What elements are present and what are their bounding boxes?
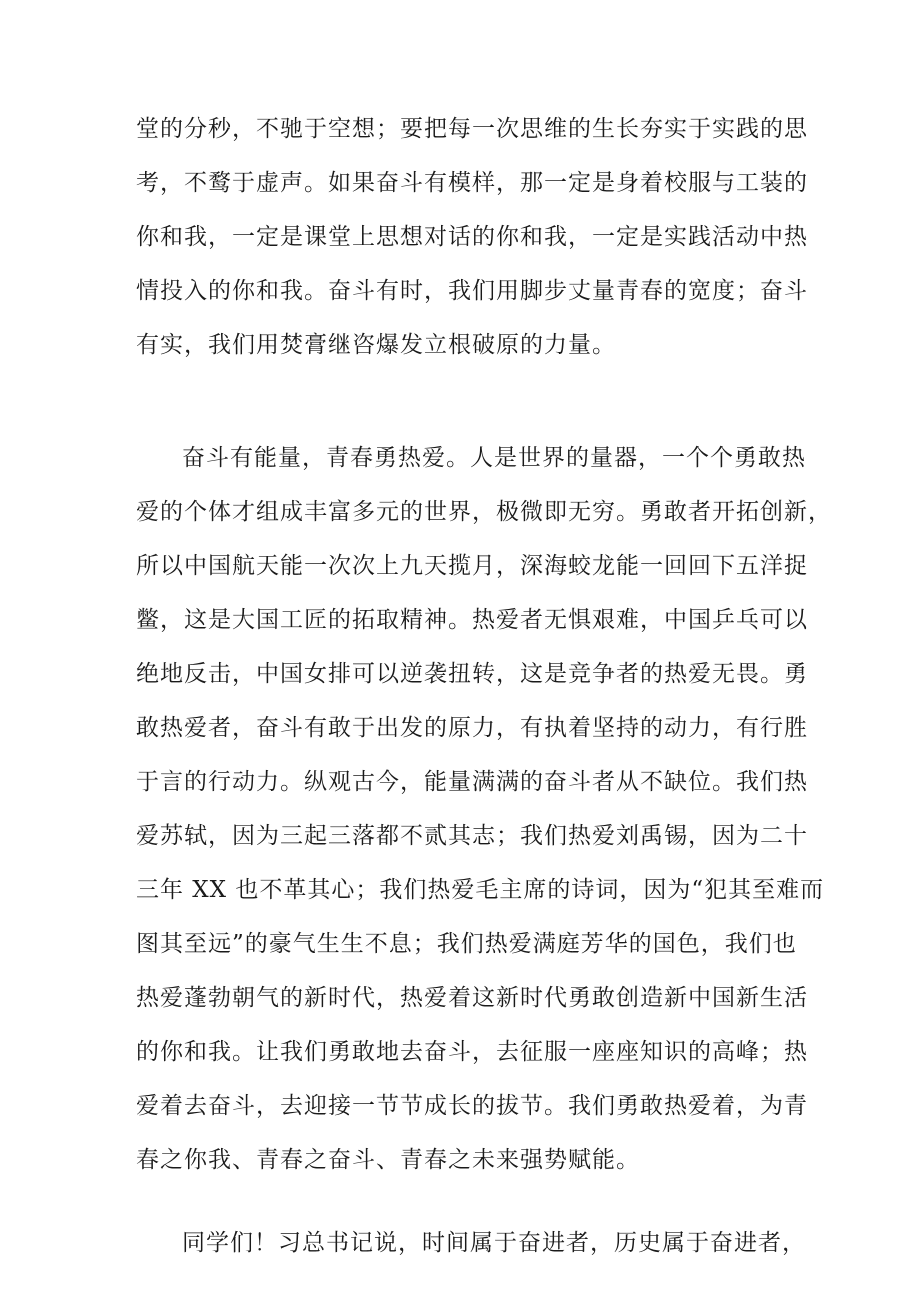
- paragraph-1-line-4: 情投入的你和我。奋斗有时，我们用脚步丈量青春的宽度；奋斗: [136, 278, 808, 304]
- paragraph-2-line-6: 敢热爱者，奋斗有敢于出发的原力，有执着坚持的动力，有行胜: [136, 715, 808, 741]
- paragraph-2-line-8: 爱苏轼，因为三起三落都不贰其志；我们热爱刘禹锡，因为二十: [136, 823, 808, 849]
- paragraph-3-line-1: 同学们！习总书记说，时间属于奋进者，历史属于奋进者，: [182, 1230, 806, 1256]
- paragraph-1-line-3: 你和我，一定是课堂上思想对话的你和我，一定是实践活动中热: [136, 224, 808, 250]
- paragraph-2-line-11: 热爱蓬勃朝气的新时代，热爱着这新时代勇敢创造新中国新生活: [136, 985, 808, 1011]
- paragraph-2-line-13: 爱着去奋斗，去迎接一节节成长的拔节。我们勇敢热爱着，为青: [136, 1093, 808, 1119]
- paragraph-2-line-2: 爱的个体才组成丰富多元的世界，极微即无穷。勇敢者开拓创新，: [136, 499, 832, 525]
- paragraph-1-line-2: 考，不鹜于虚声。如果奋斗有模样，那一定是身着校服与工装的: [136, 170, 808, 196]
- paragraph-2-line-9: 三年 XX 也不革其心；我们热爱毛主席的诗词，因为“犯其至难而: [136, 877, 825, 903]
- paragraph-2-line-4: 鳖，这是大国工匠的拓取精神。热爱者无惧艰难，中国乒乓可以: [136, 607, 808, 633]
- paragraph-1-line-5: 有实，我们用焚膏继咨爆发立根破原的力量。: [136, 332, 616, 358]
- paragraph-2-line-3: 所以中国航天能一次次上九天揽月，深海蛟龙能一回回下五洋捉: [136, 553, 808, 579]
- paragraph-2-line-1: 奋斗有能量，青春勇热爱。人是世界的量器，一个个勇敢热: [182, 445, 806, 471]
- paragraph-1-line-1: 堂的分秒，不驰于空想；要把每一次思维的生长夯实于实践的思: [136, 116, 808, 142]
- paragraph-2-line-7: 于言的行动力。纵观古今，能量满满的奋斗者从不缺位。我们热: [136, 769, 808, 795]
- paragraph-2-line-14: 春之你我、青春之奋斗、青春之未来强势赋能。: [136, 1147, 640, 1173]
- paragraph-2-line-12: 的你和我。让我们勇敢地去奋斗，去征服一座座知识的高峰；热: [136, 1039, 808, 1065]
- paragraph-2-line-5: 绝地反击，中国女排可以逆袭扭转，这是竞争者的热爱无畏。勇: [136, 661, 808, 687]
- paragraph-2-line-10: 图其至远”的豪气生生不息；我们热爱满庭芳华的国色，我们也: [136, 931, 797, 957]
